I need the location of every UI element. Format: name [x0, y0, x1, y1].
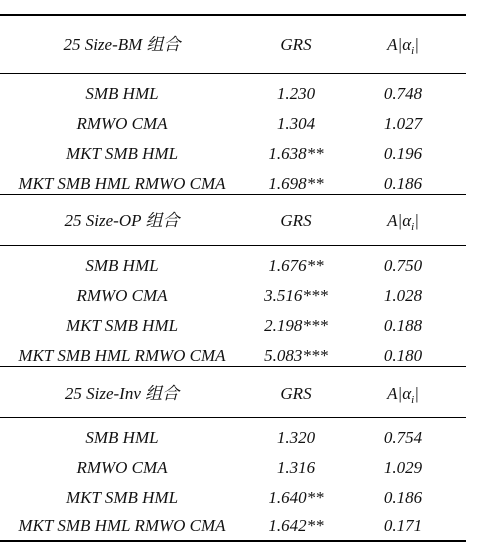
section-rule [0, 366, 466, 367]
section-rule [0, 417, 466, 418]
section-rule [0, 245, 466, 246]
alpha-value: 0.186 [383, 488, 423, 507]
alpha-value: 1.029 [383, 458, 423, 477]
model-label: MKT SMB HML [65, 488, 179, 507]
alpha-value: 0.171 [383, 516, 423, 535]
grs-value: 2.198*** [264, 316, 328, 335]
grs-header: GRS [280, 211, 312, 230]
grs-value: 1.304 [276, 114, 316, 133]
grs-value: 3.516*** [264, 286, 328, 305]
alpha-header [348, 384, 458, 410]
alpha-header-symbol: |α [397, 384, 412, 403]
model-label: SMB HML [85, 428, 159, 447]
alpha-value: 1.028 [383, 286, 423, 305]
grs-value: 1.642** [268, 516, 324, 535]
model-label: RMWO CMA [76, 286, 168, 305]
model-label: SMB HML [85, 84, 159, 103]
section-title: 25 Size-OP 组合 [64, 211, 180, 230]
grs-value: 1.230 [276, 84, 316, 103]
section-title: 25 Size-BM 组合 [63, 35, 181, 54]
section-rule [0, 194, 466, 195]
alpha-header-a: A [387, 35, 398, 54]
model-label: RMWO CMA [76, 458, 168, 477]
alpha-value: 1.027 [383, 114, 423, 133]
alpha-header-symbol: |α [397, 211, 412, 230]
alpha-header-subscript: i [411, 394, 415, 406]
model-label: MKT SMB HML [65, 316, 179, 335]
alpha-header-subscript: i [411, 45, 415, 57]
grs-value: 1.676** [268, 256, 324, 275]
model-label: RMWO CMA [76, 114, 168, 133]
alpha-value: 0.754 [383, 428, 423, 447]
section-rule [0, 73, 466, 74]
grs-value: 5.083*** [264, 346, 328, 365]
section-title: 25 Size-Inv 组合 [64, 384, 180, 403]
model-label: SMB HML [85, 256, 159, 275]
alpha-header-close: | [414, 211, 419, 230]
model-label: MKT SMB HML RMWO CMA [18, 174, 226, 193]
grs-value: 1.640** [268, 488, 324, 507]
alpha-header-close: | [414, 35, 419, 54]
alpha-header-a: A [387, 384, 398, 403]
grs-header: GRS [280, 35, 312, 54]
model-label: MKT SMB HML [65, 144, 179, 163]
alpha-value: 0.186 [383, 174, 423, 193]
alpha-header-a: A [387, 211, 398, 230]
grs-value: 1.698** [268, 174, 324, 193]
grs-value: 1.316 [276, 458, 316, 477]
alpha-value: 0.188 [383, 316, 423, 335]
alpha-header-subscript: i [411, 221, 415, 233]
alpha-value: 0.748 [383, 84, 423, 103]
alpha-header [348, 211, 458, 237]
grs-value: 1.320 [276, 428, 316, 447]
top-rule [0, 14, 466, 16]
bottom-rule [0, 540, 466, 542]
grs-header: GRS [280, 384, 312, 403]
model-label: MKT SMB HML RMWO CMA [18, 346, 226, 365]
alpha-value: 0.180 [383, 346, 423, 365]
alpha-value: 0.750 [383, 256, 423, 275]
alpha-header [348, 35, 458, 61]
alpha-value: 0.196 [383, 144, 423, 163]
alpha-header-close: | [414, 384, 419, 403]
model-label: MKT SMB HML RMWO CMA [18, 516, 226, 535]
grs-value: 1.638** [268, 144, 324, 163]
alpha-header-symbol: |α [397, 35, 412, 54]
